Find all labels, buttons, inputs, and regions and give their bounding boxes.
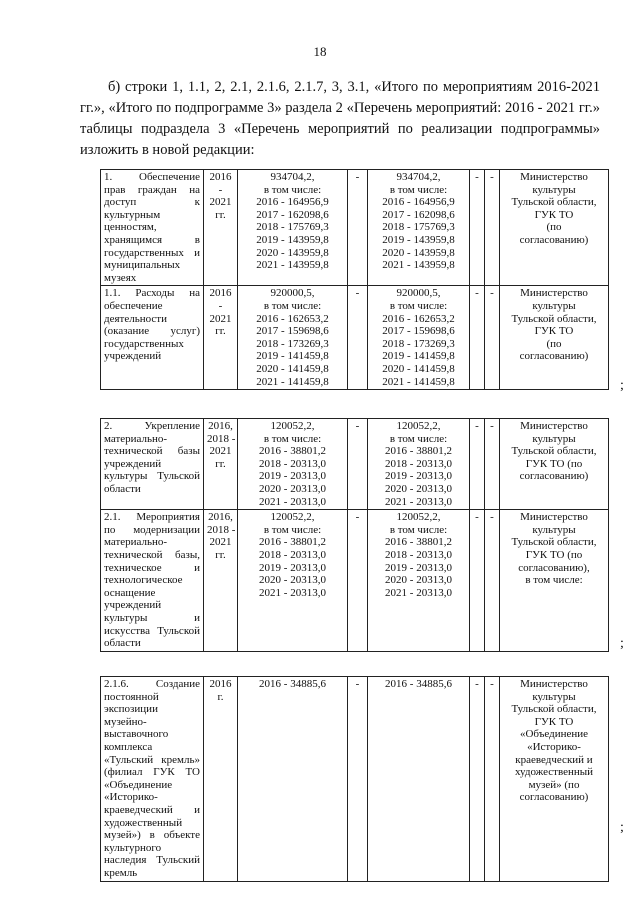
funding-line: в том числе: — [263, 183, 322, 196]
funding-line: 2021 - 20313,0 — [259, 495, 326, 508]
funding-line: 2018 - 175769,3 — [382, 221, 455, 234]
executor-line: Тульской области, — [511, 196, 597, 209]
funding-line: 2016 - 38801,2 — [385, 536, 452, 549]
measure-name-cell: 2. Укрепление материально-технической базы учреждений культуры Тульской области — [101, 419, 204, 510]
funding-line: 2017 - 162098,6 — [382, 208, 455, 221]
municipal-funding-cell: - — [470, 677, 485, 882]
executor-line: «Историко- — [527, 740, 581, 753]
years-line: гг. — [215, 325, 226, 338]
years-cell — [204, 286, 238, 390]
executor-cell — [500, 510, 609, 652]
funding-line: в том числе: — [389, 299, 448, 312]
funding-line: 934704,2, — [270, 171, 315, 183]
measure-name-cell: 2.1.6. Создание постоянной экспозиции музейно-выставочного комплекса «Тульский кремль» (филиал ГУК ТО «Объединение «Историко-краеведческий и художественный музей») в объекте культурного наследия Тульский кремль — [101, 677, 204, 882]
executor-line: Тульской области, — [511, 703, 597, 716]
measure-name-cell: 1.1. Расходы на обеспечение деятельности (оказание услуг) государственных учреждений — [101, 286, 204, 390]
funding-line: 2021 - 141459,8 — [382, 375, 455, 388]
funding-line: в том числе: — [263, 299, 322, 312]
funding-line: 2016 - 164956,9 — [256, 196, 329, 209]
regional-funding-cell — [368, 419, 470, 510]
funding-line: 2018 - 20313,0 — [385, 548, 452, 561]
funding-line: в том числе: — [389, 183, 448, 196]
regional-funding-cell — [368, 286, 470, 390]
years-cell — [204, 510, 238, 652]
municipal-funding-cell: - — [470, 419, 485, 510]
executor-line: музей» (по — [528, 778, 580, 791]
executor-cell — [500, 286, 609, 390]
executor-line: Министерство — [520, 420, 588, 432]
years-line: 2016 — [209, 171, 232, 183]
executor-line: согласованию) — [519, 350, 589, 363]
years-line: гг. — [215, 208, 226, 221]
executor-line: согласованию) — [519, 470, 589, 483]
measure-name-cell: 2.1. Мероприятия по модернизации материально-технической базы, техническое и технологическое оснащение учреждений культуры и искусства Тульской области — [101, 510, 204, 652]
funding-line: 2016 - 38801,2 — [259, 445, 326, 458]
executor-line: краеведческий и — [515, 753, 593, 766]
years-line: гг. — [215, 548, 226, 561]
funding-line: 2018 - 175769,3 — [256, 221, 329, 234]
funding-line: в том числе: — [389, 432, 448, 445]
funding-line: 120052,2, — [270, 511, 315, 524]
intro-paragraph: б) строки 1, 1.1, 2, 2.1, 2.1.6, 2.1.7, 3, 3.1, «Итого по мероприятиям 2016-2021 гг.», «Итого по подпрограмме 3» раздела 2 «Перечень мероприятий: 2016 - 2021 гг.» таблицы подраздела 3 «Перечень мероприятий по реализации подпрограммы» изложить в новой редакции: — [80, 79, 600, 158]
funding-line: 2016 - 38801,2 — [385, 445, 452, 458]
federal-funding-cell: - — [348, 286, 368, 390]
funding-line: 2018 - 173269,3 — [382, 337, 455, 350]
funding-line: 920000,5, — [270, 287, 315, 300]
funding-line: 2020 - 20313,0 — [385, 574, 452, 587]
executor-line: (по — [546, 221, 562, 234]
years-line: 2016, — [208, 420, 233, 432]
funding-line: 2016 - 164956,9 — [382, 196, 455, 209]
executor-line: Тульской области, — [511, 445, 597, 458]
executor-line: Министерство — [520, 678, 588, 690]
executor-line: согласованию) — [519, 233, 589, 246]
federal-funding-cell: - — [348, 170, 368, 286]
funding-line: 120052,2, — [396, 511, 441, 524]
funding-line: в том числе: — [263, 432, 322, 445]
total-funding-cell — [238, 510, 348, 652]
executor-line: Министерство — [520, 287, 588, 300]
funding-line: 2016 - 38801,2 — [259, 536, 326, 549]
semicolon-1: ; — [620, 378, 624, 393]
table-row — [101, 286, 609, 390]
executor-line: в том числе: — [525, 574, 583, 587]
funding-line: 2018 - 20313,0 — [259, 548, 326, 561]
funding-line: 2020 - 141459,8 — [382, 362, 455, 375]
extrabudget-funding-cell: - — [485, 170, 500, 286]
funding-line: 2020 - 20313,0 — [385, 482, 452, 495]
years-line: гг. — [215, 457, 226, 470]
funding-line: 2017 - 159698,6 — [256, 325, 329, 338]
years-line: 2021 — [209, 196, 232, 209]
funding-line: 2021 - 20313,0 — [259, 586, 326, 599]
regional-funding-cell — [368, 677, 470, 882]
years-cell — [204, 170, 238, 286]
years-line: - — [218, 299, 223, 312]
funding-line: 2019 - 20313,0 — [385, 561, 452, 574]
executor-line: ГУК ТО (по — [525, 457, 583, 470]
executor-line: «Объединение — [519, 728, 589, 741]
years-cell — [204, 677, 238, 882]
funding-line: 2021 - 143959,8 — [256, 259, 329, 272]
extrabudget-funding-cell: - — [485, 419, 500, 510]
executor-line: культуры — [532, 690, 576, 703]
years-cell — [204, 419, 238, 510]
funding-line: 2021 - 141459,8 — [256, 375, 329, 388]
municipal-funding-cell: - — [470, 510, 485, 652]
years-line: - — [218, 183, 223, 196]
funding-line: 2019 - 20313,0 — [259, 470, 326, 483]
executor-line: культуры — [532, 523, 576, 536]
funding-line: 2020 - 20313,0 — [259, 574, 326, 587]
extrabudget-funding-cell: - — [485, 677, 500, 882]
funding-line: 2018 - 173269,3 — [256, 337, 329, 350]
executor-line: согласованию), — [518, 561, 590, 574]
table-section-2 — [100, 418, 609, 652]
funding-line: 2020 - 141459,8 — [256, 362, 329, 375]
executor-line: (по — [546, 337, 562, 350]
table-section-1 — [100, 169, 609, 390]
funding-line: в том числе: — [389, 523, 448, 536]
executor-line: ГУК ТО — [534, 325, 574, 338]
table-row — [101, 419, 609, 510]
years-line: 2016 — [209, 678, 232, 690]
executor-cell — [500, 170, 609, 286]
funding-line: 2016 - 34885,6 — [385, 678, 452, 690]
funding-line: 2016 - 162653,2 — [256, 312, 329, 325]
municipal-funding-cell: - — [470, 286, 485, 390]
funding-line: 2020 - 143959,8 — [256, 246, 329, 259]
executor-cell — [500, 419, 609, 510]
executor-line: Министерство — [520, 511, 588, 524]
executor-line: ГУК ТО — [534, 715, 574, 728]
extrabudget-funding-cell: - — [485, 286, 500, 390]
funding-line: 2021 - 20313,0 — [385, 586, 452, 599]
total-funding-cell — [238, 419, 348, 510]
funding-line: 2021 - 143959,8 — [382, 259, 455, 272]
measure-name-cell: 1. Обеспечение прав граждан на доступ к культурным ценностям, хранящимся в государственных и муниципальных музеях — [101, 170, 204, 286]
funding-line: 120052,2, — [396, 420, 441, 432]
years-line: 2021 — [209, 312, 232, 325]
regional-funding-cell — [368, 510, 470, 652]
page-number: 18 — [313, 44, 327, 59]
table-row — [101, 510, 609, 652]
years-line: 2018 - — [207, 432, 236, 445]
funding-line: 2019 - 141459,8 — [382, 350, 455, 363]
funding-line: 2016 - 34885,6 — [259, 678, 326, 690]
executor-line: ГУК ТО (по — [525, 548, 583, 561]
executor-line: Тульской области, — [511, 312, 597, 325]
funding-line: 2017 - 162098,6 — [256, 208, 329, 221]
funding-line: 2018 - 20313,0 — [259, 457, 326, 470]
executor-line: культуры — [532, 183, 576, 196]
municipal-funding-cell: - — [470, 170, 485, 286]
semicolon-3: ; — [620, 820, 624, 835]
executor-cell — [500, 677, 609, 882]
table-section-3 — [100, 676, 609, 882]
years-line: 2016 — [209, 287, 232, 300]
executor-line: Министерство — [520, 171, 588, 183]
funding-line: в том числе: — [263, 523, 322, 536]
total-funding-cell — [238, 677, 348, 882]
years-line: 2018 - — [207, 523, 236, 536]
funding-line: 2019 - 20313,0 — [259, 561, 326, 574]
funding-line: 2021 - 20313,0 — [385, 495, 452, 508]
funding-line: 934704,2, — [396, 171, 441, 183]
extrabudget-funding-cell: - — [485, 510, 500, 652]
executor-line: ГУК ТО — [534, 208, 574, 221]
total-funding-cell — [238, 170, 348, 286]
total-funding-cell — [238, 286, 348, 390]
regional-funding-cell — [368, 170, 470, 286]
years-line: 2021 — [209, 445, 232, 458]
funding-line: 120052,2, — [270, 420, 315, 432]
executor-line: Тульской области, — [511, 536, 597, 549]
years-line: 2016, — [208, 511, 233, 524]
table-row — [101, 677, 609, 882]
executor-line: культуры — [532, 299, 576, 312]
table-row — [101, 170, 609, 286]
funding-line: 2019 - 143959,8 — [382, 233, 455, 246]
federal-funding-cell: - — [348, 510, 368, 652]
funding-line: 2017 - 159698,6 — [382, 325, 455, 338]
funding-line: 2019 - 141459,8 — [256, 350, 329, 363]
funding-line: 920000,5, — [396, 287, 441, 300]
funding-line: 2020 - 20313,0 — [259, 482, 326, 495]
years-line: г. — [217, 690, 224, 703]
funding-line: 2020 - 143959,8 — [382, 246, 455, 259]
executor-line: художественный — [514, 766, 594, 779]
federal-funding-cell: - — [348, 677, 368, 882]
funding-line: 2019 - 143959,8 — [256, 233, 329, 246]
federal-funding-cell: - — [348, 419, 368, 510]
funding-line: 2016 - 162653,2 — [382, 312, 455, 325]
executor-line: согласованию) — [519, 791, 589, 804]
semicolon-2: ; — [620, 636, 624, 651]
funding-line: 2019 - 20313,0 — [385, 470, 452, 483]
years-line: 2021 — [209, 536, 232, 549]
executor-line: культуры — [532, 432, 576, 445]
funding-line: 2018 - 20313,0 — [385, 457, 452, 470]
